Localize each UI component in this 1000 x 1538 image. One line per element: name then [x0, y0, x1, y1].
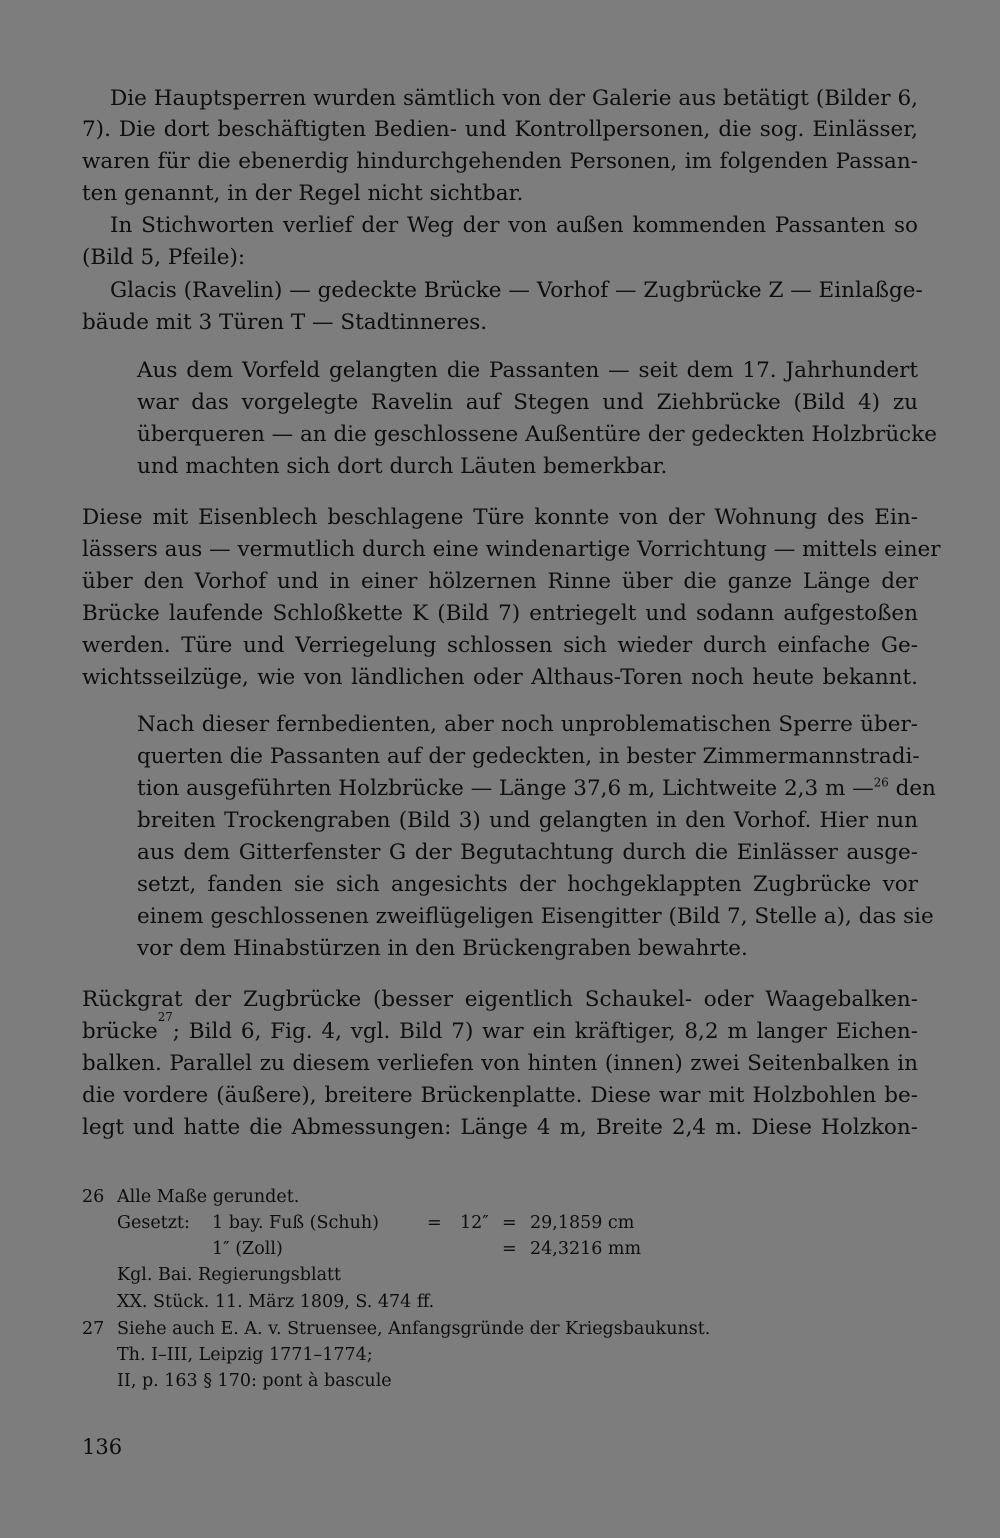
footnote-ref-27: 27 — [157, 1010, 173, 1024]
body-line: Die Hauptsperren wurden sämtlich von der Galerie aus betätigt (Bilder 6, — [110, 86, 918, 111]
indented-line: war das vorgelegte Ravelin auf Stegen und Ziehbrücke (Bild 4) zu — [137, 390, 918, 415]
body-line: balken. Parallel zu diesem verliefen von hinten (innen) zwei Seitenbalken in — [82, 1051, 918, 1076]
body-line — [82, 1010, 918, 1047]
indented-line: querten die Passanten auf der gedeckten, in bester Zimmermannstradi- — [137, 744, 920, 769]
indented-line: überqueren — an die geschlossene Außentüre der gedeckten Holzbrücke — [137, 422, 937, 447]
indented-line: aus dem Gitterfenster G der Begutachtung durch die Einlässer ausge- — [137, 840, 918, 865]
body-line: Diese mit Eisenblech beschlagene Türe konnte von der Wohnung des Ein- — [82, 505, 918, 530]
indented-line: Nach dieser fernbedienten, aber noch unproblematischen Sperre über- — [137, 712, 918, 737]
body-line: In Stichworten verlief der Weg der von außen kommenden Passanten so — [110, 213, 918, 238]
footnote-ref-26: 26 — [873, 775, 889, 790]
footnote-line: XX. Stück. 11. März 1809, S. 474 ff. — [117, 1292, 435, 1312]
footnote-cell: 1 bay. Fuß (Schuh) — [212, 1213, 379, 1233]
body-line: (Bild 5, Pfeile): — [82, 245, 246, 270]
body-line: Brücke laufende Schloßkette K (Bild 7) entriegelt und sodann aufgestoßen — [82, 601, 918, 626]
indented-line — [137, 774, 936, 804]
indented-line: einem geschlossenen zweiflügeligen Eisengitter (Bild 7, Stelle a), das sie — [137, 904, 934, 929]
footnote-cell: 1″ (Zoll) — [212, 1239, 283, 1259]
body-line: waren für die ebenerdig hindurchgehenden Personen, im folgenden Passan- — [82, 149, 918, 174]
body-line: Glacis (Ravelin) — gedeckte Brücke — Vorhof — Zugbrücke Z — Einlaßge- — [110, 278, 923, 303]
body-line: ten genannt, in der Regel nicht sichtbar. — [82, 181, 524, 206]
footnote-cell: 24,3216 mm — [530, 1239, 642, 1259]
line-text: brücke — [82, 1019, 158, 1044]
body-line: bäude mit 3 Türen T — Stadtinneres. — [82, 310, 488, 335]
indented-line: setzt, fanden sie sich angesichts der hochgeklappten Zugbrücke vor — [137, 872, 918, 897]
body-line: werden. Türe und Verriegelung schlossen sich wieder durch einfache Ge- — [82, 633, 918, 658]
footnote-line: Th. I–III, Leipzig 1771–1774; — [117, 1345, 373, 1365]
body-line: wichtsseilzüge, wie von ländlichen oder Althaus-Toren noch heute bekannt. — [82, 665, 918, 690]
footnote-number: 26 — [82, 1187, 105, 1207]
footnote-label: Gesetzt: — [117, 1213, 190, 1233]
footnote-line: Kgl. Bai. Regierungsblatt — [117, 1265, 342, 1285]
line-text: den — [888, 776, 936, 801]
line-text: ; Bild 6, Fig. 4, vgl. Bild 7) war ein kräftiger, 8,2 m langer Eichen- — [172, 1019, 918, 1044]
footnote-line: Siehe auch E. A. v. Struensee, Anfangsgründe der Kriegsbaukunst. — [117, 1319, 711, 1339]
footnote-line: II, p. 163 § 170: pont à bascule — [117, 1371, 392, 1391]
footnote-line: Alle Maße gerundet. — [117, 1187, 300, 1207]
body-line: über den Vorhof und in einer hölzernen Rinne über die ganze Länge der — [82, 569, 918, 594]
footnote-cell: = — [427, 1213, 442, 1233]
body-line: 7). Die dort beschäftigten Bedien- und Kontrollpersonen, die sog. Einlässer, — [82, 117, 918, 142]
body-line: legt und hatte die Abmessungen: Länge 4 m, Breite 2,4 m. Diese Holzkon- — [82, 1115, 918, 1140]
footnote-cell: 12″ — [460, 1213, 489, 1233]
line-text-end — [874, 774, 936, 804]
body-line: lässers aus — vermutlich durch eine windenartige Vorrichtung — mittels einer — [82, 537, 941, 562]
page-number: 136 — [82, 1435, 123, 1459]
body-line: die vordere (äußere), breitere Brückenplatte. Diese war mit Holzbohlen be- — [82, 1083, 918, 1108]
footnote-cell: = — [502, 1239, 517, 1259]
body-line: Rückgrat der Zugbrücke (besser eigentlich Schaukel- oder Waagebalken- — [82, 987, 918, 1012]
footnote-number: 27 — [82, 1319, 105, 1339]
footnote-cell: = — [502, 1213, 517, 1233]
indented-line: und machten sich dort durch Läuten bemerkbar. — [137, 454, 668, 479]
indented-line: breiten Trockengraben (Bild 3) und gelangten in den Vorhof. Hier nun — [137, 808, 918, 833]
footnote-cell: 29,1859 cm — [530, 1213, 635, 1233]
indented-line: Aus dem Vorfeld gelangten die Passanten — seit dem 17. Jahrhundert — [137, 358, 918, 383]
indented-line: vor dem Hinabstürzen in den Brückengraben bewahrte. — [137, 936, 748, 961]
line-text: tion ausgeführten Holzbrücke — Länge 37,6 m, Lichtweite 2,3 m — — [137, 776, 874, 801]
